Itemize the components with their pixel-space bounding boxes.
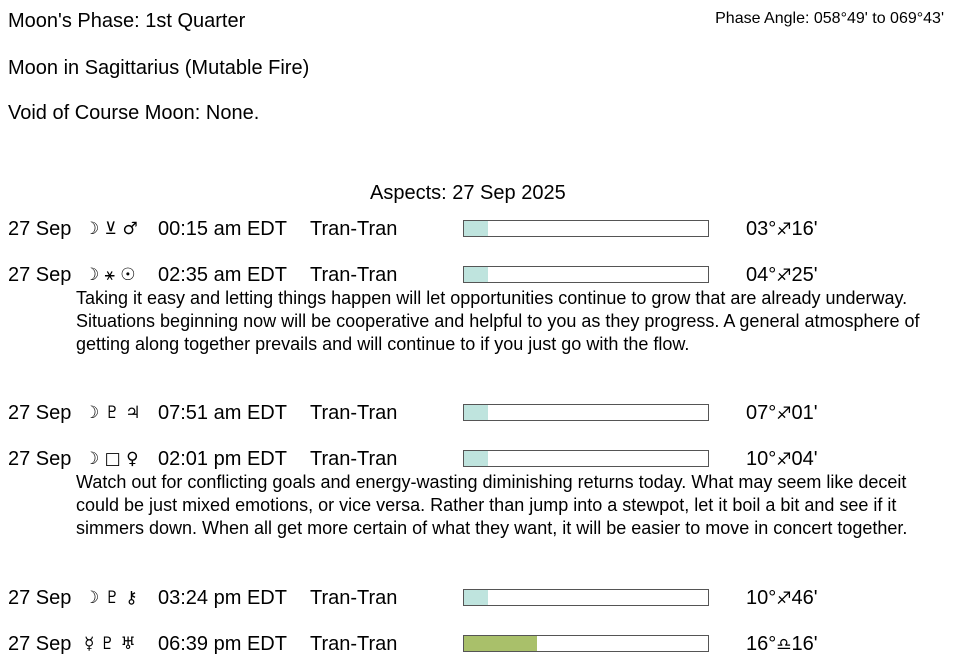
- aspect-minutes: 04': [791, 448, 818, 470]
- aspect-date: 27 Sep: [8, 587, 72, 609]
- aspect-row: [8, 631, 948, 657]
- phase-angle: Phase Angle: 058°49' to 069°43': [715, 10, 944, 27]
- aspect-time: 00:15 am EDT: [158, 218, 287, 240]
- aspect-date: 27 Sep: [8, 402, 72, 424]
- aspect-kind: Tran-Tran: [310, 218, 398, 240]
- zodiac-sign-icon: ♐: [776, 220, 792, 240]
- aspect-minutes: 16': [791, 633, 818, 655]
- strength-bar: [463, 404, 709, 421]
- moon-sign: Moon in Sagittarius (Mutable Fire): [8, 57, 310, 79]
- aspect-glyphs: ☽ ♇ ⚷: [84, 588, 138, 608]
- aspect-degree: 07°: [746, 402, 777, 424]
- strength-bar-fill: [464, 267, 488, 282]
- aspect-kind: Tran-Tran: [310, 402, 398, 424]
- strength-bar-fill: [464, 451, 488, 466]
- moon-phase: Moon's Phase: 1st Quarter: [8, 10, 246, 32]
- strength-bar-fill: [464, 221, 488, 236]
- strength-bar: [463, 220, 709, 237]
- zodiac-sign-icon: ♐: [776, 450, 792, 470]
- aspect-kind: Tran-Tran: [310, 448, 398, 470]
- strength-bar: [463, 266, 709, 283]
- strength-bar-fill: [464, 636, 537, 651]
- aspect-minutes: 01': [791, 402, 818, 424]
- aspect-minutes: 16': [791, 218, 818, 240]
- aspect-position: [746, 585, 818, 612]
- aspect-time: 07:51 am EDT: [158, 402, 287, 424]
- aspect-position: [746, 400, 818, 427]
- aspect-row: [8, 262, 948, 288]
- aspect-glyphs: ☿ ♇ ♅: [84, 634, 136, 654]
- aspect-glyphs: ☽ ⊻ ♂: [84, 219, 138, 239]
- aspect-degree: 03°: [746, 218, 777, 240]
- aspect-degree: 16°: [746, 633, 777, 655]
- aspect-position: [746, 262, 818, 289]
- aspect-degree: 04°: [746, 264, 777, 286]
- aspect-date: 27 Sep: [8, 448, 72, 470]
- aspect-time: 03:24 pm EDT: [158, 587, 287, 609]
- aspect-glyphs: ☽ ♇ ♃: [84, 403, 141, 423]
- aspect-row: [8, 585, 948, 611]
- aspect-degree: 10°: [746, 448, 777, 470]
- aspect-kind: Tran-Tran: [310, 264, 398, 286]
- aspect-glyphs: ☽ □ ♀: [84, 449, 139, 469]
- aspect-kind: Tran-Tran: [310, 587, 398, 609]
- strength-bar: [463, 450, 709, 467]
- aspect-kind: Tran-Tran: [310, 633, 398, 655]
- strength-bar-fill: [464, 590, 488, 605]
- aspect-position: [746, 446, 818, 473]
- aspect-degree: 10°: [746, 587, 777, 609]
- aspect-date: 27 Sep: [8, 218, 72, 240]
- zodiac-sign-icon: ♐: [776, 404, 792, 424]
- strength-bar-fill: [464, 405, 488, 420]
- aspect-date: 27 Sep: [8, 633, 72, 655]
- aspects-title: Aspects: 27 Sep 2025: [370, 182, 566, 204]
- aspect-minutes: 25': [791, 264, 818, 286]
- aspect-position: [746, 216, 818, 243]
- strength-bar: [463, 589, 709, 606]
- aspect-row: [8, 446, 948, 472]
- aspect-row: [8, 400, 948, 426]
- aspect-row: [8, 216, 948, 242]
- aspect-description: Watch out for conflicting goals and energy-wasting diminishing returns today. What may seem like deceit could be just mixed emotions, or vice versa. Rather than jump into a stewpot, let it boil a bit and see if it simmers down. When all get more certain of what they want, it will be easier to move in concert together.: [76, 472, 908, 538]
- aspect-minutes: 46': [791, 587, 818, 609]
- aspect-time: 02:35 am EDT: [158, 264, 287, 286]
- zodiac-sign-icon: ♎: [776, 635, 792, 655]
- aspect-position: [746, 631, 818, 658]
- aspect-description: Taking it easy and letting things happen will let opportunities continue to grow that are already underway. Situations beginning now will be cooperative and helpful to you as they progress. A general atmosphere of getting along together prevails and will continue to if you just go with the flow.: [76, 288, 920, 354]
- void-of-course: Void of Course Moon: None.: [8, 102, 260, 124]
- strength-bar: [463, 635, 709, 652]
- aspect-glyphs: ☽ ⚹ ☉: [84, 265, 136, 285]
- zodiac-sign-icon: ♐: [776, 589, 792, 609]
- zodiac-sign-icon: ♐: [776, 266, 792, 286]
- aspect-time: 02:01 pm EDT: [158, 448, 287, 470]
- aspect-date: 27 Sep: [8, 264, 72, 286]
- aspect-time: 06:39 pm EDT: [158, 633, 287, 655]
